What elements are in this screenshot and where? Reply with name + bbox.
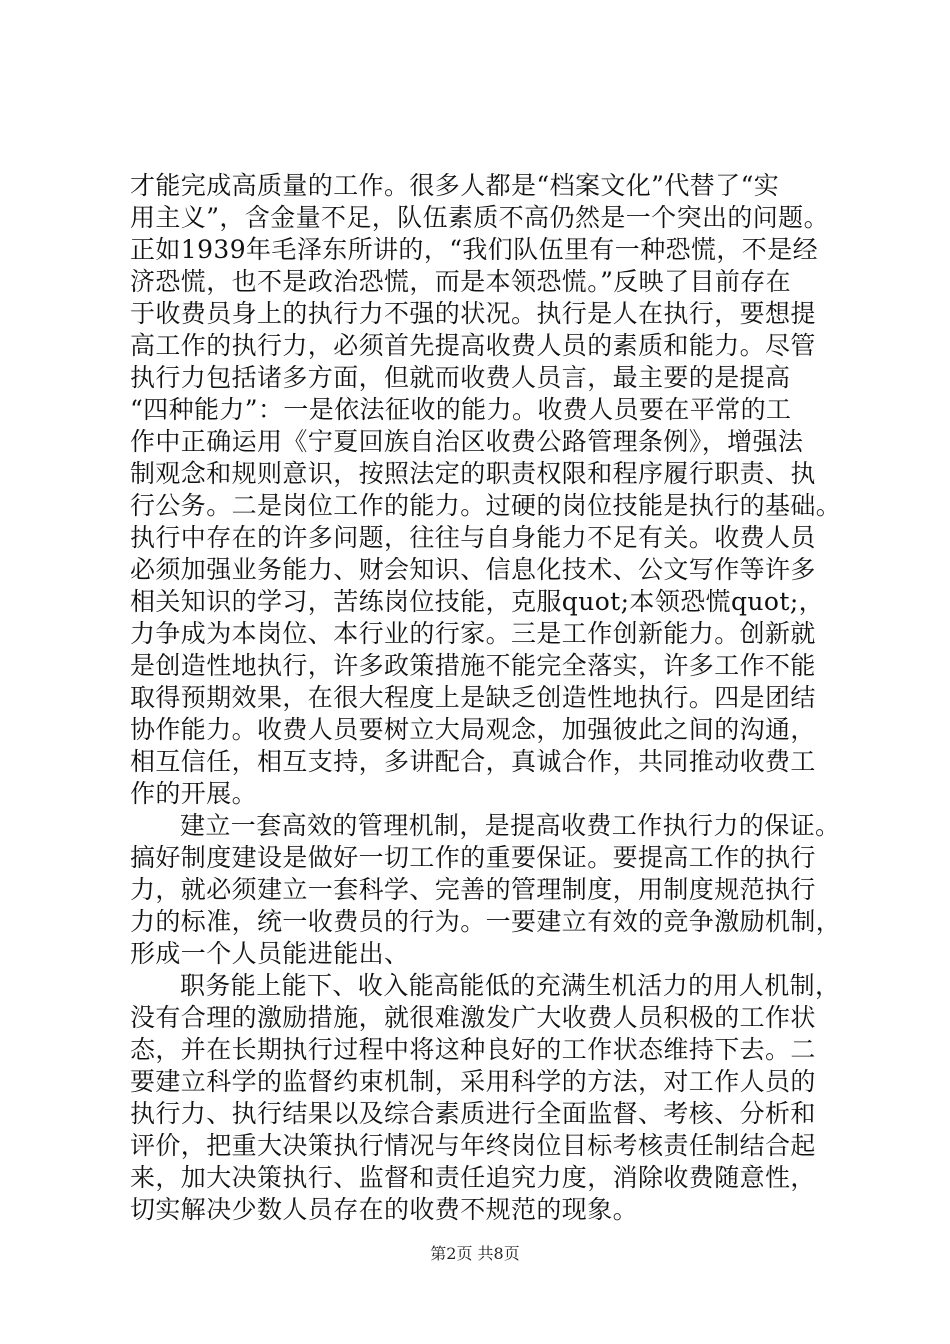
text-line: 行公务。二是岗位工作的能力。过硬的岗位技能是执行的基础。 [130, 491, 842, 520]
text-line: 要建立科学的监督约束机制，采用科学的方法，对工作人员的 [130, 1067, 816, 1096]
text-line: 建立一套高效的管理机制，是提高收费工作执行力的保证。 [180, 811, 841, 840]
text-line: 切实解决少数人员存在的收费不规范的现象。 [130, 1195, 639, 1224]
text-line: 才能完成高质量的工作。很多人都是“档案文化”代替了“实 [130, 171, 780, 200]
text-line: 态，并在长期执行过程中将这种良好的工作状态维持下去。二 [130, 1035, 816, 1064]
text-line: 搞好制度建设是做好一切工作的重要保证。要提高工作的执行 [130, 843, 816, 872]
text-line: 是创造性地执行，许多政策措施不能完全落实，许多工作不能 [130, 651, 816, 680]
text-line: 执行力、执行结果以及综合素质进行全面监督、考核、分析和 [130, 1099, 816, 1128]
text-line: 高工作的执行力，必须首先提高收费人员的素质和能力。尽管 [130, 331, 816, 360]
text-line: 力，就必须建立一套科学、完善的管理制度，用制度规范执行 [130, 875, 816, 904]
text-line: “四种能力”：一是依法征收的能力。收费人员要在平常的工 [130, 395, 792, 424]
text-line: 形成一个人员能进能出、 [130, 939, 410, 968]
text-line: 协作能力。收费人员要树立大局观念，加强彼此之间的沟通， [130, 715, 816, 744]
text-line: 相关知识的学习，苦练岗位技能，克服quot;本领恐慌quot;， [130, 587, 825, 616]
text-line: 取得预期效果，在很大程度上是缺乏创造性地执行。四是团结 [130, 683, 816, 712]
text-line: 必须加强业务能力、财会知识、信息化技术、公文写作等许多 [130, 555, 816, 584]
text-line: 没有合理的激励措施，就很难激发广大收费人员积极的工作状 [130, 1003, 816, 1032]
text-line: 力的标准，统一收费员的行为。一要建立有效的竞争激励机制， [130, 907, 842, 936]
text-line: 于收费员身上的执行力不强的状况。执行是人在执行，要想提 [130, 299, 816, 328]
text-line: 制观念和规则意识，按照法定的职责权限和程序履行职责、执 [130, 459, 816, 488]
text-line: 职务能上能下、收入能高能低的充满生机活力的用人机制， [180, 971, 841, 1000]
paragraph [130, 170, 842, 810]
text-line: 执行力包括诸多方面，但就而收费人员言，最主要的是提高 [130, 363, 791, 392]
text-line: 作中正确运用《宁夏回族自治区收费公路管理条例》，增强法 [130, 427, 804, 456]
text-line: 力争成为本岗位、本行业的行家。三是工作创新能力。创新就 [130, 619, 816, 648]
page-footer: 第2页 共8页 [430, 1244, 520, 1263]
text-line: 作的开展。 [130, 779, 258, 808]
text-line: 相互信任，相互支持，多讲配合，真诚合作，共同推动收费工 [130, 747, 816, 776]
text-line: 来，加大决策执行、监督和责任追究力度，消除收费随意性， [130, 1163, 816, 1192]
text-line: 执行中存在的许多问题，往往与自身能力不足有关。收费人员 [130, 523, 816, 552]
text-line: 评价，把重大决策执行情况与年终岗位目标考核责任制结合起 [130, 1131, 816, 1160]
text-line: 济恐慌，也不是政治恐慌，而是本领恐慌。”反映了目前存在 [130, 267, 792, 296]
document-body [130, 170, 842, 1226]
text-line: 正如1939年毛泽东所讲的，“我们队伍里有一种恐慌，不是经 [130, 235, 819, 264]
text-line: 用主义”，含金量不足，队伍素质不高仍然是一个突出的问题。 [130, 203, 829, 232]
paragraph [130, 970, 841, 1226]
paragraph [130, 810, 842, 970]
